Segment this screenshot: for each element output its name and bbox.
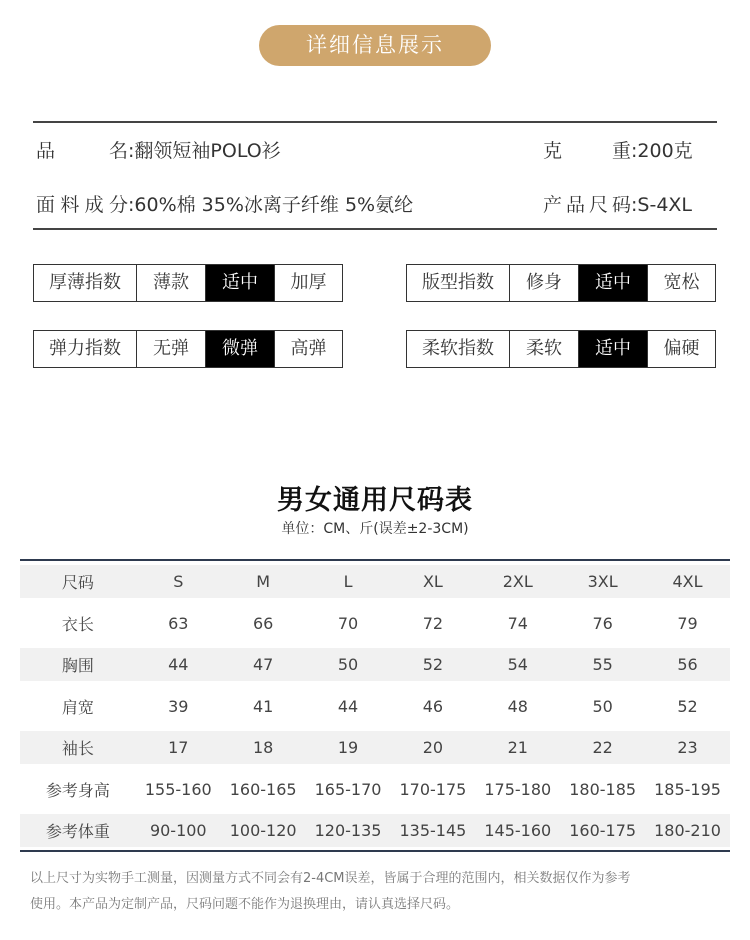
table-cell: 47	[252, 655, 274, 674]
table-cell: 170-175	[399, 780, 467, 799]
table-cell: 90-100	[149, 821, 207, 840]
table-cell: 20	[422, 738, 444, 757]
name-value: 翻领短袖POLO衫	[134, 140, 281, 162]
size-range-value: S-4XL	[637, 194, 693, 216]
table-cell: 19	[337, 738, 359, 757]
table-cell: 55	[592, 655, 613, 674]
fabric-label: 面料成分	[36, 194, 128, 216]
table-cell: 72	[422, 614, 444, 633]
table-row	[20, 648, 730, 681]
table-cell: 74	[507, 614, 528, 633]
table-header-row	[20, 565, 730, 598]
softness-option-firm: 偏硬	[663, 338, 700, 359]
table-header-cell: M	[256, 572, 271, 591]
elasticity-index-label: 弹力指数	[34, 331, 137, 367]
table-row	[20, 690, 730, 723]
thickness-option-thick: 加厚	[290, 272, 327, 293]
section-banner: 详细信息展示	[259, 25, 491, 66]
table-cell: 135-145	[399, 821, 467, 840]
table-header-cell: 3XL	[587, 572, 618, 591]
thickness-option-thin: 薄款	[137, 265, 206, 301]
table-cell: 52	[422, 655, 444, 674]
table-cell: 180-210	[654, 821, 721, 840]
table-cell: 41	[252, 697, 274, 716]
table-cell: 175-180	[484, 780, 552, 799]
softness-option-soft: 柔软	[510, 331, 579, 367]
table-header-cell: 2XL	[502, 572, 533, 591]
table-cell: 48	[507, 697, 528, 716]
table-row-label: 参考体重	[45, 822, 110, 841]
table-cell: 145-160	[484, 821, 552, 840]
size-chart-unit: 单位：CM、斤(误差±2-3CM)	[281, 521, 469, 537]
table-cell: 54	[507, 655, 528, 674]
table-cell: 79	[677, 614, 698, 633]
disclaimer-line-1: 以上尺寸为实物手工测量，因测量方式不同会有2-4CM误差，皆属于合理的范围内，相关数据仅作为参考	[30, 871, 631, 886]
table-cell: 185-195	[654, 780, 721, 799]
fit-index-label: 版型指数	[407, 265, 510, 301]
thickness-index	[33, 264, 343, 302]
table-cell: 56	[677, 655, 698, 674]
table-cell: 160-165	[229, 780, 297, 799]
table-row	[20, 731, 730, 764]
weight-label: 克重	[543, 140, 631, 162]
thickness-option-medium: 适中	[206, 265, 275, 301]
table-cell: 17	[168, 738, 189, 757]
table-header-cell: XL	[422, 572, 443, 591]
divider-bottom	[33, 228, 717, 230]
table-cell: 76	[592, 614, 613, 633]
table-row-label: 袖长	[61, 739, 94, 758]
table-top-rule	[20, 559, 730, 561]
table-cell: 23	[677, 738, 698, 757]
table-bottom-rule	[20, 850, 730, 852]
table-row-label: 衣长	[61, 615, 94, 634]
table-cell: 44	[337, 697, 359, 716]
table-cell: 63	[168, 614, 189, 633]
table-cell: 120-135	[314, 821, 382, 840]
size-chart-title: 男女通用尺码表	[277, 485, 473, 516]
table-cell: 165-170	[314, 780, 382, 799]
size-disclaimer	[30, 866, 730, 918]
fit-option-slim: 修身	[510, 265, 579, 301]
softness-index	[406, 330, 716, 368]
softness-index-label: 柔软指数	[407, 331, 510, 367]
table-header-cell: S	[173, 572, 184, 591]
table-cell: 50	[337, 655, 359, 674]
softness-option-medium: 适中	[579, 331, 648, 367]
table-cell: 22	[592, 738, 613, 757]
table-cell: 180-185	[569, 780, 637, 799]
weight-value: 200克	[637, 140, 693, 162]
table-cell: 160-175	[569, 821, 637, 840]
fit-option-loose: 宽松	[663, 272, 700, 293]
elasticity-index	[33, 330, 343, 368]
table-header-cell: 尺码	[61, 573, 94, 592]
table-cell: 50	[592, 697, 613, 716]
disclaimer-line-2: 使用。本产品为定制产品，尺码问题不能作为退换理由，请认真选择尺码。	[30, 897, 460, 912]
table-cell: 66	[252, 614, 274, 633]
divider-top	[33, 121, 717, 123]
name-label: 品名	[36, 140, 128, 162]
table-cell: 39	[168, 697, 189, 716]
table-row	[20, 773, 730, 806]
table-cell: 70	[337, 614, 359, 633]
elasticity-option-none: 无弹	[137, 331, 206, 367]
table-row-label: 肩宽	[61, 698, 94, 717]
table-row	[20, 607, 730, 640]
elasticity-option-slight: 微弹	[206, 331, 275, 367]
table-row-label: 参考身高	[45, 781, 110, 800]
table-cell: 100-120	[229, 821, 297, 840]
table-cell: 21	[507, 738, 528, 757]
fit-index	[406, 264, 716, 302]
table-cell: 18	[252, 738, 274, 757]
fit-option-regular: 适中	[579, 265, 648, 301]
elasticity-option-high: 高弹	[290, 338, 327, 359]
fabric-value: 60%棉 35%冰离子纤维 5%氨纶	[134, 194, 414, 216]
table-row	[20, 814, 730, 847]
table-cell: 46	[422, 697, 444, 716]
table-header-cell: L	[343, 572, 353, 591]
table-row-label: 胸围	[61, 656, 94, 675]
size-range-label: 产品尺码	[543, 194, 631, 216]
table-cell: 44	[168, 655, 189, 674]
table-header-cell: 4XL	[672, 572, 703, 591]
table-cell: 52	[677, 697, 698, 716]
thickness-index-label: 厚薄指数	[34, 265, 137, 301]
table-cell: 155-160	[144, 780, 212, 799]
